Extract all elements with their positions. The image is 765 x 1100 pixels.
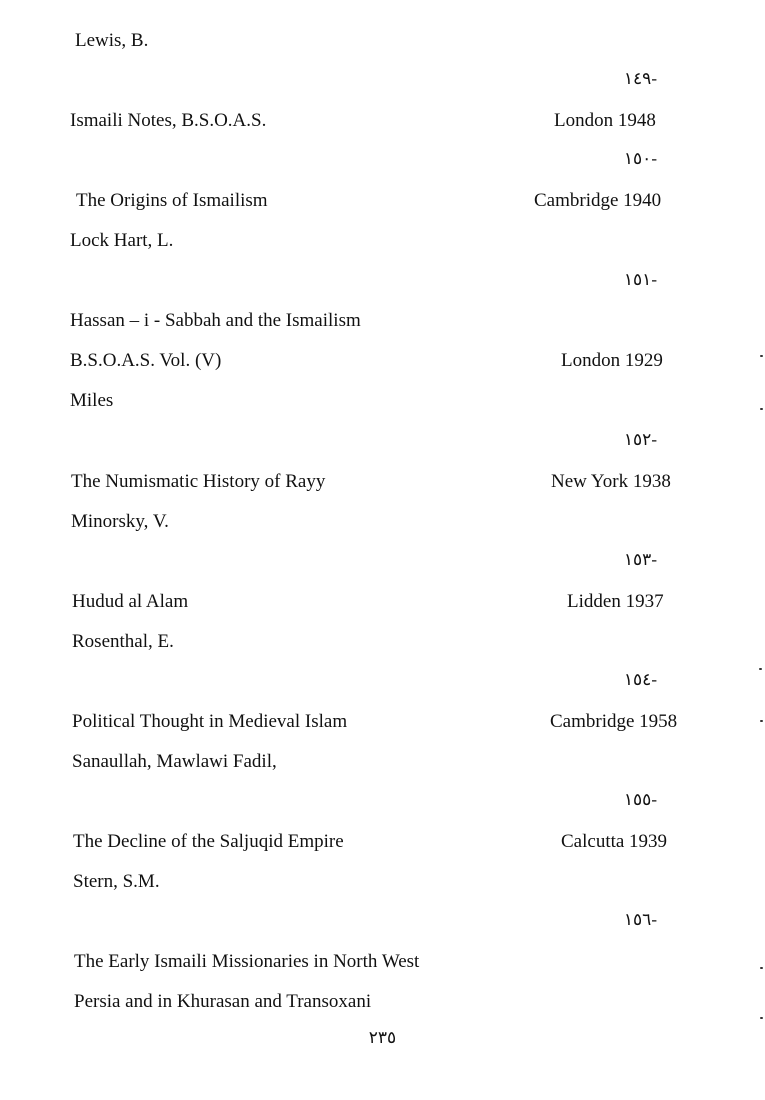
title-line: Hudud al Alam bbox=[72, 591, 189, 612]
scan-speck bbox=[760, 1017, 763, 1019]
title-line: Hassan – i - Sabbah and the Ismailism bbox=[70, 310, 361, 331]
title-line: Persia and in Khurasan and Transoxani bbox=[74, 991, 372, 1012]
entry-number: ١٥٥- bbox=[623, 790, 657, 809]
title-line: The Early Ismaili Missionaries in North West bbox=[74, 951, 420, 972]
title-line: Ismaili Notes, B.S.O.A.S. bbox=[70, 110, 267, 131]
author-line: Rosenthal, E. bbox=[72, 631, 174, 652]
title-line: The Numismatic History of Rayy bbox=[71, 471, 326, 492]
author-line: Stern, S.M. bbox=[73, 871, 160, 892]
scan-speck bbox=[760, 967, 763, 969]
entry-number: ١٥٦- bbox=[623, 910, 657, 929]
scan-speck bbox=[760, 355, 763, 357]
author-line: Minorsky, V. bbox=[71, 511, 169, 532]
place-year: New York 1938 bbox=[551, 471, 671, 492]
title-line: B.S.O.A.S. Vol. (V) bbox=[70, 350, 222, 371]
entry-number: ١٥٢- bbox=[623, 430, 657, 449]
page-number: ٢٣٥ bbox=[368, 1028, 397, 1047]
title-line: The Origins of Ismailism bbox=[76, 190, 268, 211]
place-year: Calcutta 1939 bbox=[561, 831, 668, 852]
title-line: Political Thought in Medieval Islam bbox=[72, 711, 348, 732]
author-line: Lewis, B. bbox=[75, 30, 149, 51]
entry-number: ١٥٤- bbox=[623, 670, 657, 689]
scan-speck bbox=[759, 668, 762, 670]
entry-number: ١٥٠- bbox=[623, 149, 657, 168]
title-line: The Decline of the Saljuqid Empire bbox=[73, 831, 344, 852]
author-line: Sanaullah, Mawlawi Fadil, bbox=[72, 751, 277, 772]
place-year: Lidden 1937 bbox=[567, 591, 664, 612]
entry-number: ١٥٣- bbox=[623, 550, 657, 569]
scan-speck bbox=[760, 720, 763, 722]
place-year: London 1929 bbox=[561, 350, 663, 371]
entry-number: ١٤٩- bbox=[623, 69, 657, 88]
entry-number: ١٥١- bbox=[623, 270, 657, 289]
place-year: Cambridge 1958 bbox=[550, 711, 678, 732]
scan-speck bbox=[760, 408, 763, 410]
place-year: Cambridge 1940 bbox=[534, 190, 662, 211]
place-year: London 1948 bbox=[554, 110, 656, 131]
author-line: Miles bbox=[70, 390, 114, 411]
author-line: Lock Hart, L. bbox=[70, 230, 174, 251]
